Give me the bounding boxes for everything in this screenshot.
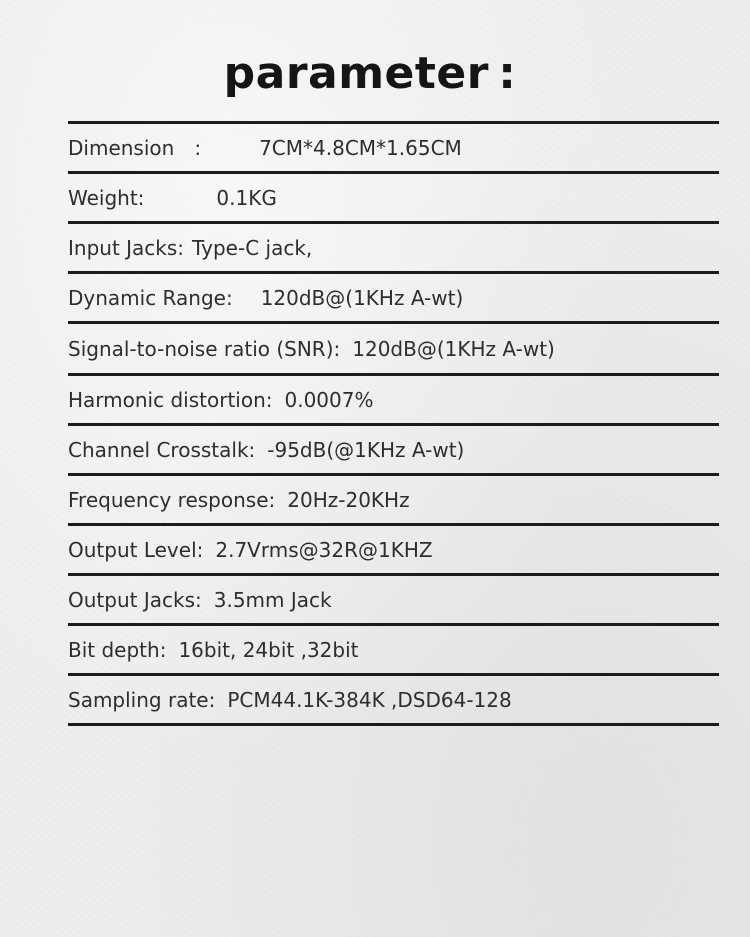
row-value: Type-C jack, bbox=[192, 235, 313, 260]
row-label: Harmonic distortion: bbox=[68, 387, 273, 412]
row-value: 0.0007% bbox=[284, 387, 374, 412]
row-label: Output Level: bbox=[68, 537, 204, 562]
table-row-snr bbox=[68, 324, 719, 373]
row-label: Channel Crosstalk: bbox=[68, 437, 256, 462]
row-label: Output Jacks: bbox=[68, 587, 202, 612]
row-value: -95dB(@1KHz A-wt) bbox=[267, 437, 465, 462]
row-label: Input Jacks: bbox=[68, 235, 185, 260]
row-label: Sampling rate: bbox=[68, 687, 216, 712]
row-value: PCM44.1K-384K ,DSD64-128 bbox=[227, 687, 512, 712]
table-row-dynamic-range bbox=[68, 274, 719, 321]
table-row-frequency-response bbox=[68, 476, 719, 523]
row-label: Weight: bbox=[68, 185, 145, 210]
row-value: 20Hz-20KHz bbox=[287, 487, 410, 512]
row-value: 16bit, 24bit ,32bit bbox=[178, 637, 359, 662]
row-label: Bit depth: bbox=[68, 637, 167, 662]
row-label: Signal-to-noise ratio (SNR): bbox=[68, 336, 341, 361]
row-label: Frequency response: bbox=[68, 487, 276, 512]
row-separator: : bbox=[194, 135, 202, 160]
parameter-table bbox=[68, 121, 719, 726]
row-value: 120dB@(1KHz A-wt) bbox=[260, 285, 464, 310]
row-value: 7CM*4.8CM*1.65CM bbox=[259, 135, 462, 160]
row-value: 120dB@(1KHz A-wt) bbox=[352, 336, 555, 361]
row-label: Dimension bbox=[68, 135, 175, 160]
row-value: 0.1KG bbox=[216, 185, 277, 210]
table-row-bit-depth bbox=[68, 626, 719, 673]
table-divider bbox=[68, 723, 719, 726]
table-row-output-jacks bbox=[68, 576, 719, 623]
table-row-input-jacks bbox=[68, 224, 719, 271]
page-title: parameter : bbox=[223, 48, 517, 99]
row-value: 3.5mm Jack bbox=[213, 587, 332, 612]
table-row-weight bbox=[68, 174, 719, 221]
table-row-dimension bbox=[68, 124, 719, 171]
row-label: Dynamic Range: bbox=[68, 285, 233, 310]
row-value: 2.7Vrms@32R@1KHZ bbox=[215, 537, 433, 562]
table-row-channel-crosstalk bbox=[68, 426, 719, 473]
table-row-sampling-rate bbox=[68, 676, 719, 723]
table-row-output-level bbox=[68, 526, 719, 573]
table-row-harmonic-distortion bbox=[68, 376, 719, 423]
